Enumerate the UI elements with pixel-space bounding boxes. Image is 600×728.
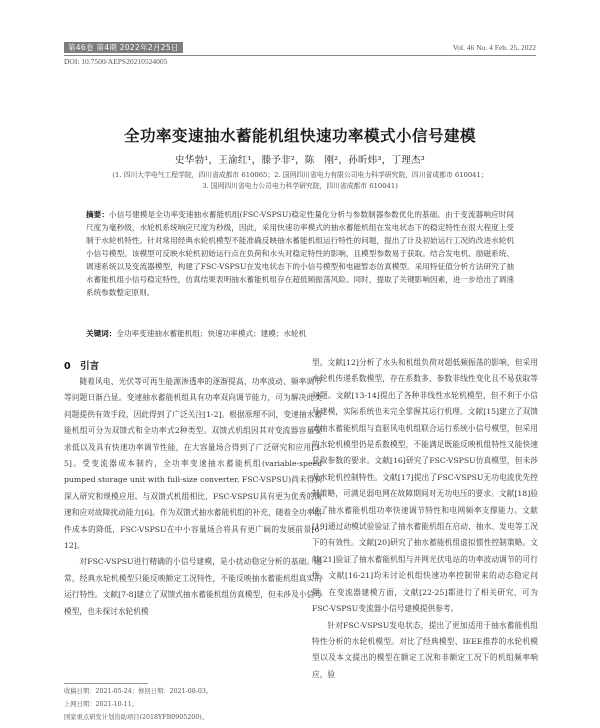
paragraph: 型。文献[12]分析了水头和机组负荷对超低频振荡的影响，但采用水轮机传递系数模型，存在系数多、参数非线性变化且不易获取等问题。文献[13-14]提出了各种非线性水轮机模型，但不利于小信号建模，实际系统也未完全掌握其运行机理。文献[15]建立了双馈式抽水蓄能机组与直驱风电机组联合运行系统小信号模型，但采用的水轮机模型仍是系数模型，不能满足既能反映机组特性又能快速获取参数的要求。文献[16]研究了FSC-VSPSU仿真模型，但未涉及水轮机控制特性。文献[17]提出了FSC-VSPSU无功电流优先控制策略，可满足弱电网在故障期间对无功电压的要求。文献[18]验证了抽水蓄能机组功率快速调节特性和电网频率支撑能力。文献[19]通过动模试验验证了抽水蓄能机组在启动、抽水、发电等工况下的有效性。文献[20]研究了抽水蓄能机组虚拟惯性控制策略。文献[21]验证了抽水蓄能机组与并网光伏电站的功率波动调节的可行性。文献[16-21]均未讨论机组快速功率控制带来的动态稳定问题。在变流器建模方面，文献[22-25]都进行了相关研究，可为FSC-VSPSU变流器小信号建模提供参考。	[312, 358, 538, 614]
paragraph: 针对FSC-VSPSU发电状态，提出了更加适用于抽水蓄能机组特性分析的水轮机模型。对比了经典模型、IEEE推荐的水轮机模型以及本文提出的模型在额定工况和非额定工况下的机组频率响应，验	[312, 620, 538, 679]
affiliation-line-1: (1. 四川大学电气工程学院，四川省成都市 610065；2. 国网四川省电力有限公司电力科学研究院，四川省成都市 610041；	[112, 171, 488, 179]
left-column	[64, 374, 322, 620]
affiliation-line-2: 3. 国网四川省电力公司电力科学研究院，四川省成都市 610041)	[202, 182, 398, 190]
abstract-block	[86, 208, 514, 299]
footnote-received: 收稿日期：2021-05-24；修回日期：2021-08-03。	[64, 688, 213, 695]
journal-issue-badge: 第46卷 第4期 2022年2月25日	[64, 42, 183, 53]
paragraph: 随着风电、光伏等可再生能源渗透率的逐渐提高，功率波动、频率调节等问题日渐凸显。变速抽水蓄能机组具有功率双向调节能力，可为解决此类问题提供有效手段，因此得到了广泛关注[1-2]。根据原理不同，变速抽水蓄能机组可分为双馈式和全功率式2种类型。双馈式机组因其对变流器容量要求低以及具有快速功率调节性能，在大容量场合得到了广泛研究和应用[3-5]。受变流器成本制约，全功率变速抽水蓄能机组(variable-speed pumped storage unit with full-size converter, FSC-VSPSU)尚未得到深入研究和规模应用。与双馈式机组相比，FSC-VSPSU具有更为优秀的调速和应对故障扰动能力[6]。作为双馈式抽水蓄能机组的补充，随着全功率器件成本的降低，FSC-VSPSU在中小容量场合将具有更广阔的发展前景[6-12]。	[64, 377, 322, 551]
paragraph: 对FSC-VSPSU进行精确的小信号建模，是小扰动稳定分析的基础。通常，经典水轮机模型只能反映额定工况特性，不能反映抽水蓄能机组真实的运行特性。文献[7-8]建立了双馈式抽水蓄能机组仿真模型，但未涉及小信号模型，也未探讨水轮机模	[64, 557, 322, 616]
doi-link[interactable]: DOI: 10.7500/AEPS20210524005	[64, 57, 168, 66]
footnote-divider	[64, 683, 148, 684]
keywords-block	[86, 327, 514, 340]
header-divider	[64, 55, 536, 56]
paper-title: 全功率变速抽水蓄能机组快速功率模式小信号建模	[123, 127, 476, 145]
section-heading-introduction: 0 引言	[64, 361, 100, 372]
abstract-label: 摘要：	[86, 210, 110, 219]
keywords-text: 全功率变速抽水蓄能机组；快速功率模式；建模；水轮机	[116, 329, 307, 338]
abstract-text: 小信号建模是全功率变速抽水蓄能机组(FSC-VSPSU)稳定性量化分析与参数制器参数优化的基础。由于变流器响应时间尺度为毫秒级，水轮机系统响应尺度为秒级，因此，采用快速功率模式的抽水蓄能机组在发电状态下的稳定特性在很大程度上受制于水轮机特性。针对常用经典水轮机模型不能准确反映抽水蓄能机组运行特性的问题，提出了计及初始运行工况的改进水轮机小信号模型。该模型可反映水轮机初始运行点在负荷和水头对稳定特性的影响，且模型参数易于获取。结合发电机、励磁系统、调速系统以及变流器模型，构建了FSC-VSPSU在发电状态下的小信号模型和电磁暂态仿真模型。采用特征值分析方法研究了抽水蓄能机组小信号稳定特性，仿真结果表明抽水蓄能机组存在超低频振荡风险。同时，提取了关键影响因素，进一步给出了调速系统参数整定原则。	[86, 210, 514, 297]
footnote-online: 上网日期：2021-10-11。	[64, 701, 139, 708]
author-list: 史华勃¹，王渝红¹，滕予非²，陈 刚²，孙昕炜³，丁理杰³	[174, 155, 426, 166]
footnote-funding: 国家重点研发计划资助项目(2018YFB0905200)。	[64, 714, 208, 721]
right-column	[312, 355, 538, 683]
volume-info: Vol. 46 No. 4 Feb. 25, 2022	[452, 43, 536, 52]
keywords-label: 关键词：	[86, 329, 117, 338]
